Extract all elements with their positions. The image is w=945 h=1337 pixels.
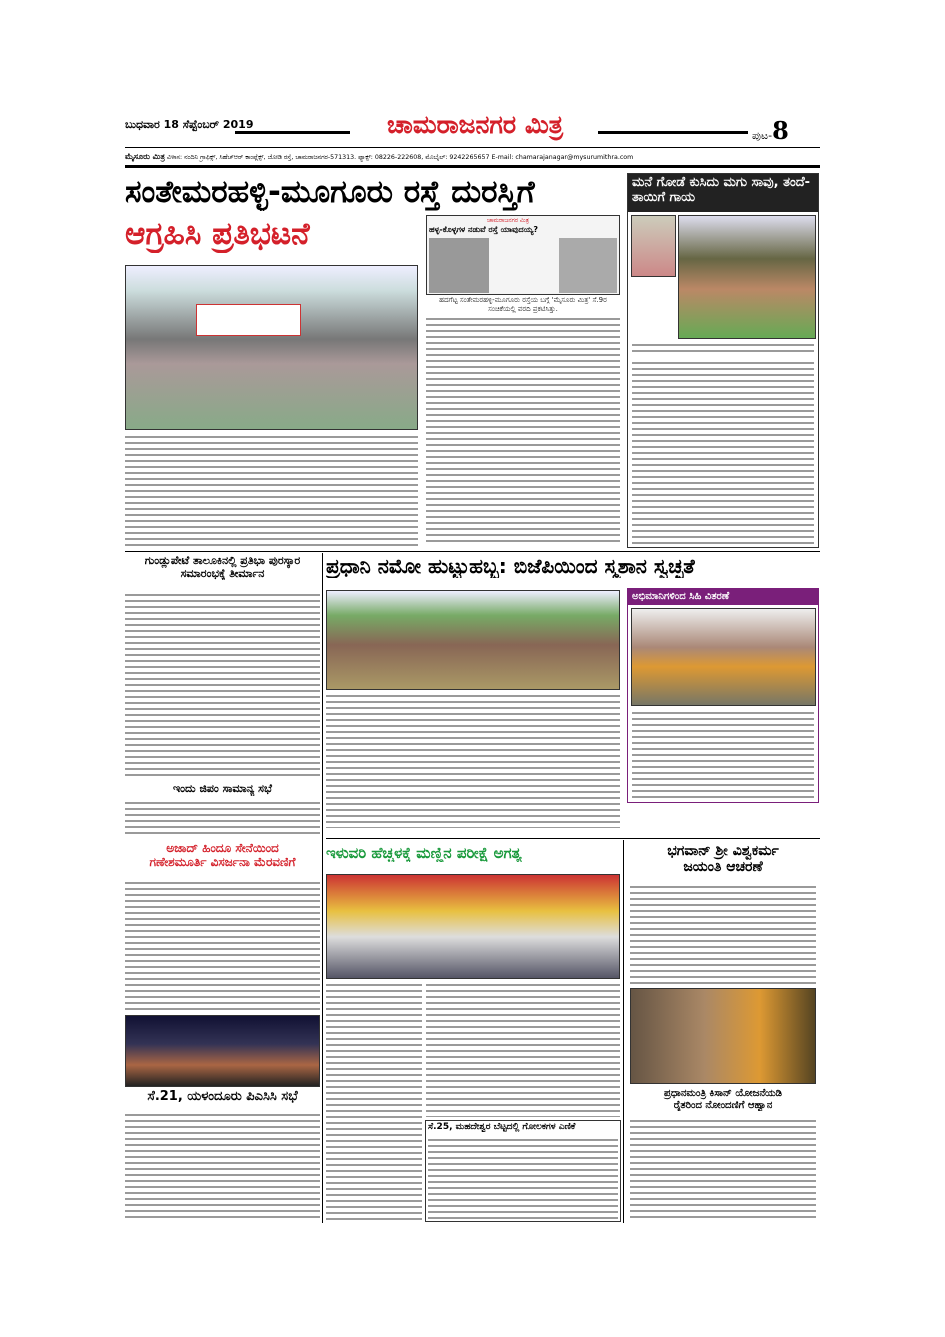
- azad-text: [125, 880, 320, 1010]
- zp-headline: ಇಂದು ಜಿಪಂ ಸಾಮಾನ್ಯ ಸಭೆ: [173, 783, 272, 795]
- modi-text: [326, 693, 620, 828]
- soil-text-a: [326, 982, 422, 1222]
- imprint-email: E-mail: chamarajanagar@mysurumithra.com: [491, 154, 634, 161]
- sweets-photo: [631, 608, 816, 706]
- kisan-text: [630, 1118, 816, 1222]
- zp-text: [125, 800, 320, 835]
- page-label: ಪುಟ-: [752, 129, 773, 142]
- soil-photo: [326, 874, 620, 979]
- sweets-text: [632, 710, 814, 800]
- lead-headline-1: ಸಂತೇಮರಹಳ್ಳಿ-ಮೂಗೂರು ರಸ್ತೆ ದುರಸ್ತಿಗೆ: [125, 175, 535, 210]
- lead-text-b: [125, 434, 418, 546]
- kisan-headline-2: ರೈತರಿಂದ ನೋಂದಣಿಗೆ ಆಹ್ವಾನ: [673, 1099, 773, 1111]
- imprint-address: ವಿಳಾಸ: ನಂದಿನಿ ಗ್ರಾಫಿಕ್ಸ್, ಸಿಹೆಚ್‌ಆರ್ ಕಾಂಪ್ಲೆಕ್ಸ್, ಜೋಡಿ ರಸ್ತೆ, ಚಾಮರಾಜನಗರ-571313. ಫ್ಯಾಕ್ಸ್: 08226-222608, ಮೊಬೈಲ್: 9242265657: [166, 154, 490, 161]
- vishwakarma-headline-1: ಭಗವಾನ್ ಶ್ರೀ ವಿಶ್ವಕರ್ಮ: [667, 843, 779, 859]
- pacs-headline: ಸೆ.21, ಯಳಂದೂರು ಪಿಎಸಿಸಿ ಸಭೆ: [147, 1090, 298, 1104]
- child-photo: [631, 215, 676, 277]
- azad-headline-2: ಗಣೇಶಮೂರ್ತಿ ವಿಸರ್ಜನಾ ಮೆರವಣಿಗೆ: [149, 854, 296, 869]
- soil-text-b: [426, 982, 620, 1117]
- house-photo: [678, 215, 816, 339]
- protest-banner: [196, 304, 301, 336]
- inset-photo-2: [559, 238, 617, 293]
- hundi-text: [428, 1137, 618, 1219]
- imprint-bar: [125, 150, 820, 163]
- imprint-brand: ಮೈಸೂರು ಮಿತ್ರ: [125, 152, 165, 161]
- inset-paper-title: ಚಾಮರಾಜನಗರ ಮಿತ್ರ: [487, 217, 530, 224]
- masthead-title: ಚಾಮರಾಜನಗರ ಮಿತ್ರ: [386, 110, 564, 139]
- inset-headline: ಹಳ್ಳ-ಕೊಳ್ಳಗಳ ನಡುವೆ ರಸ್ತೆ ಯಾವುದಯ್ಯ?: [429, 225, 539, 234]
- inset-caption: ಹದಗೆಟ್ಟ ಸಂತೇಮರಹಳ್ಳಿ-ಮೂಗೂರು ರಸ್ತೆಯ ಬಗ್ಗೆ 'ಮೈಸೂರು ಮಿತ್ರ' ಸೆ.9ರ ಸಂಚಿಕೆಯಲ್ಲಿ ವರದಿ ಪ್ರಕಟಿಸಿತ್ತು.: [439, 296, 607, 314]
- house-headline: ಮನೆ ಗೋಡೆ ಕುಸಿದು ಮಗು ಸಾವು, ತಂದೆ-ತಾಯಿಗೆ ಗಾಯ: [628, 174, 818, 212]
- cleanup-photo: [326, 590, 620, 690]
- vishwakarma-headline-2: ಜಯಂತಿ ಆಚರಣೆ: [683, 859, 763, 876]
- inset-photo: [429, 238, 489, 293]
- lead-text-a: [426, 316, 620, 546]
- pacs-text: [125, 1112, 320, 1222]
- kisan-headline-1: ಪ್ರಧಾನಮಂತ್ರಿ ಕಿಸಾನ್ ಯೋಜನೆಯಡಿ: [663, 1088, 782, 1099]
- imprint-divider: [125, 165, 820, 168]
- azad-headline: [125, 842, 320, 870]
- vishwakarma-photo: [630, 988, 816, 1084]
- page-number-value: 8: [772, 116, 789, 145]
- azad-headline-1: ಅಜಾದ್ ಹಿಂದೂ ಸೇನೆಯಿಂದ: [166, 842, 279, 855]
- vishwakarma-text: [630, 884, 816, 984]
- house-text: [632, 360, 814, 545]
- masthead-divider: [125, 147, 820, 148]
- hundi-headline: ಸೆ.25, ಮಹದೇಶ್ವರ ಬೆಟ್ಟದಲ್ಲಿ ಗೋಲಕಗಳ ಎಣಿಕೆ: [428, 1122, 576, 1132]
- house-caption: [632, 342, 814, 356]
- gundlupet-headline: ಗುಂಡ್ಲುಪೇಟೆ ತಾಲೂಕಿನಲ್ಲಿ ಪ್ರತಿಭಾ ಪುರಸ್ಕಾರ ಸಮಾರಂಭಕ್ಕೆ ತೀರ್ಮಾನ: [144, 555, 301, 580]
- procession-photo: [125, 1015, 320, 1087]
- column-rule-left: [322, 553, 323, 1223]
- page-number: [752, 116, 789, 145]
- masthead-date: ಬುಧವಾರ 18 ಸೆಪ್ಟೆಂಬರ್ 2019: [125, 118, 254, 131]
- masthead-rule-left: [235, 131, 350, 134]
- kisan-headline: [628, 1088, 818, 1111]
- lead-headline-2: ಆಗ್ರಹಿಸಿ ಪ್ರತಿಭಟನೆ: [125, 217, 310, 252]
- section-divider-1: [125, 551, 820, 552]
- inset-clipping: [426, 215, 620, 295]
- modi-headline: ಪ್ರಧಾನಿ ನಮೋ ಹುಟ್ಟುಹಬ್ಬ: ಬಿಜೆಪಿಯಿಂದ ಸ್ಮಶಾನ ಸ್ವಚ್ಛತೆ: [326, 555, 695, 578]
- protest-photo: [125, 265, 418, 430]
- column-rule-right: [623, 840, 624, 1223]
- vishwakarma-headline: [628, 843, 818, 875]
- sweets-headline: ಅಭಿಮಾನಿಗಳಿಂದ ಸಿಹಿ ವಿತರಣೆ: [628, 589, 818, 605]
- gundlupet-text: [125, 592, 320, 777]
- soil-headline: ಇಳುವರಿ ಹೆಚ್ಚಳಕ್ಕೆ ಮಣ್ಣಿನ ಪರೀಕ್ಷೆ ಅಗತ್ಯ: [326, 845, 522, 862]
- section-divider-2: [326, 838, 820, 839]
- masthead-rule-right: [598, 131, 748, 134]
